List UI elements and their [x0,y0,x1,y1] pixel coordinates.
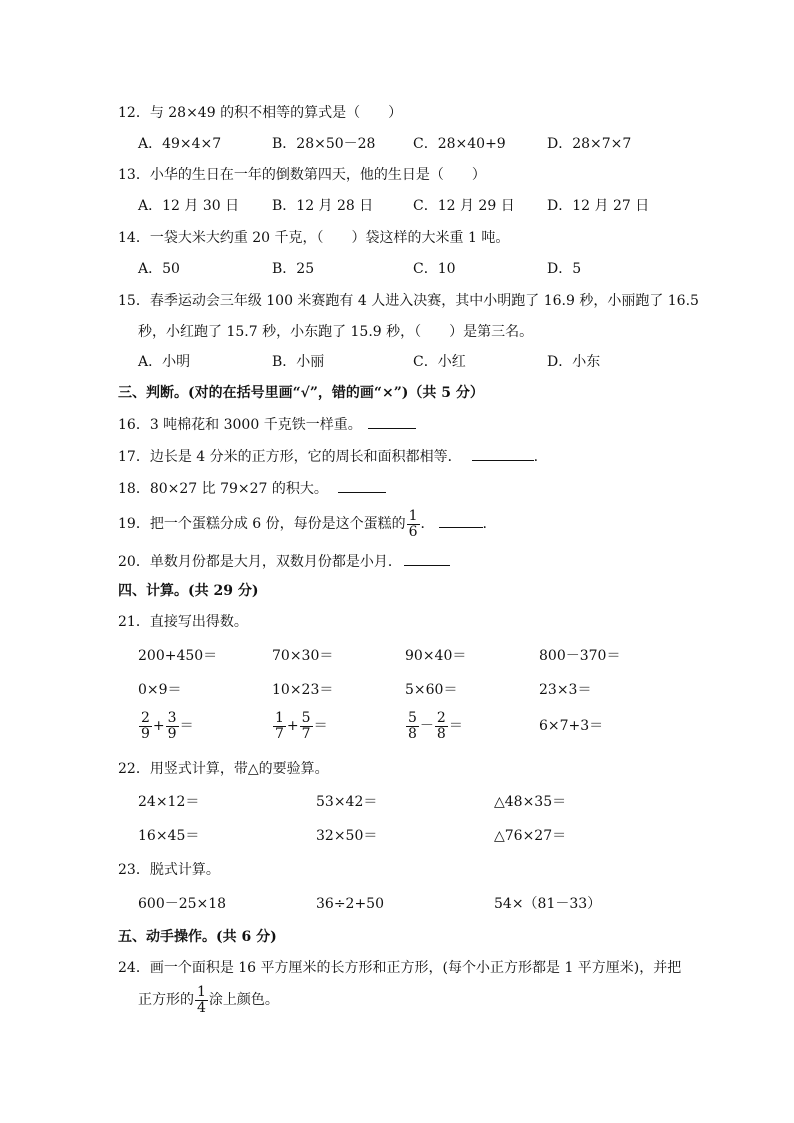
numerator: 2 [436,709,446,726]
q22-r1-item2: 53×42＝ [316,794,378,810]
q12-option-d: D．28×7×7 [547,136,632,152]
q22-r2-item3: △76×27＝ [494,828,567,844]
q14-option-b: B．25 [272,261,315,277]
q21-r1-item3: 90×40＝ [405,648,467,664]
q17-text: 17．边长是 4 分米的正方形，它的周长和面积都相等． [118,449,462,465]
q15-stem-line1: 15．春季运动会三年级 100 米赛跑有 4 人进入决赛，其中小明跑了 16.9 秒，小丽跑了 16.5 [118,293,699,309]
denominator: 7 [275,725,284,742]
denominator: 8 [408,725,417,742]
q13-option-a: A．12 月 30 日 [138,198,240,214]
q19-text: 19．把一个蛋糕分成 6 份，每份是这个蛋糕的 [118,516,406,532]
q21-r3-item3 [405,710,463,742]
q19-after: ． [420,516,435,532]
q22-r2-item2: 32×50＝ [316,828,378,844]
q21-r3-item2 [272,710,328,742]
operator: － [419,718,434,734]
q23-item1: 600－25×18 [138,896,227,912]
q13-stem: 13．小华的生日在一年的倒数第四天，他的生日是（ ） [118,167,486,183]
q22-r1-item3: △48×35＝ [494,794,567,810]
operator: + [286,718,299,734]
q21-title: 21．直接写出得数。 [118,614,248,630]
equals-sign: ＝ [179,718,194,734]
q21-r2-item2: 10×23＝ [272,682,334,698]
q24-line2-post: 涂上颜色。 [208,992,279,1008]
denominator: 9 [167,725,177,742]
equals-sign: ＝ [448,718,463,734]
q21-r2-item4: 23×3＝ [539,682,592,698]
q21-r3-item1 [138,710,194,742]
q18-answer-blank[interactable] [338,478,386,493]
q12-stem: 12．与 28×49 的积不相等的算式是（ ） [118,105,403,121]
q21-r3-f1-b [166,711,179,742]
q15-option-d: D．小东 [547,354,601,370]
denominator: 9 [141,725,150,742]
q17-answer-blank[interactable] [472,446,534,461]
section4-title: 四、计算。(共 29 分) [118,583,259,599]
q24-fraction-denominator: 4 [197,999,206,1016]
q21-r3-f3-b [435,711,448,742]
q14-stem: 14．一袋大米大约重 20 千克，（ ）袋这样的大米重 1 吨。 [118,230,510,246]
q12-option-c: C．28×40+9 [413,136,506,152]
q21-r3-f1-a [139,711,152,742]
q24-line1: 24．画一个面积是 16 平方厘米的长方形和正方形，(每个小正方形都是 1 平方厘米)，并把 [118,960,682,976]
q18-text: 18．80×27 比 79×27 的积大。 [118,481,328,497]
q17 [118,446,538,467]
q19-fraction [407,509,420,540]
q22-title: 22．用竖式计算，带△的要验算。 [118,761,329,777]
numerator: 5 [301,709,311,726]
q19-fraction-numerator: 1 [408,507,418,524]
q24-line2 [138,984,279,1016]
numerator: 5 [408,709,417,726]
q22-r2-item1: 16×45＝ [138,828,200,844]
numerator: 2 [141,709,150,726]
q21-r1-item1: 200+450＝ [138,648,218,664]
q20 [118,551,450,572]
q19-answer-blank[interactable] [439,513,483,528]
q21-r1-item4: 800－370＝ [539,648,621,664]
q13-option-c: C．12 月 29 日 [413,198,515,214]
q14-option-c: C．10 [413,261,456,277]
q24-line2-pre: 正方形的 [138,992,194,1008]
q16-answer-blank[interactable] [368,414,416,429]
section3-title: 三、判断。(对的在括号里画“√”，错的画“×”)（共 5 分） [118,385,484,401]
q24-fraction [195,985,208,1016]
q14-option-d: D．5 [547,261,582,277]
equals-sign: ＝ [313,718,328,734]
q14-option-a: A．50 [138,261,180,277]
q21-r1-item2: 70×30＝ [272,648,334,664]
q19-tail: . [482,516,487,532]
q18 [118,478,386,499]
q12-option-b: B．28×50－28 [272,136,376,152]
q16 [118,414,416,435]
q12-option-a: A．49×4×7 [138,136,222,152]
q13-option-b: B．12 月 28 日 [272,198,374,214]
q20-answer-blank[interactable] [404,551,450,566]
q20-text: 20．单数月份都是大月，双数月份都是小月． [118,554,402,570]
q23-item3: 54×（81－33） [494,896,602,912]
q15-option-a: A．小明 [138,354,191,370]
q24-fraction-numerator: 1 [197,983,206,1000]
section5-title: 五、动手操作。(共 6 分) [118,929,277,945]
q15-option-c: C．小红 [413,354,466,370]
q22-r1-item1: 24×12＝ [138,794,200,810]
q21-r2-item3: 5×60＝ [405,682,458,698]
q17-tail: . [533,449,539,465]
q15-option-b: B．小丽 [272,354,325,370]
q23-item2: 36÷2+50 [316,896,384,912]
q23-title: 23．脱式计算。 [118,862,220,878]
q16-text: 16．3 吨棉花和 3000 千克铁一样重。 [118,417,362,433]
numerator: 3 [167,709,177,726]
numerator: 1 [275,709,284,726]
q21-r2-item1: 0×9＝ [138,682,182,698]
operator: + [152,718,165,734]
q21-r3-f2-b [300,711,313,742]
q19-fraction-denominator: 6 [408,523,418,540]
q13-option-d: D．12 月 27 日 [547,198,650,214]
q21-r3-f2-a [273,711,286,742]
q21-r3-f3-a [406,711,419,742]
q21-r3-item4: 6×7+3＝ [539,718,604,734]
denominator: 7 [301,725,311,742]
q19 [118,508,487,540]
denominator: 8 [436,725,446,742]
q15-stem-line2: 秒，小红跑了 15.7 秒，小东跑了 15.9 秒，（ ）是第三名。 [138,324,534,340]
